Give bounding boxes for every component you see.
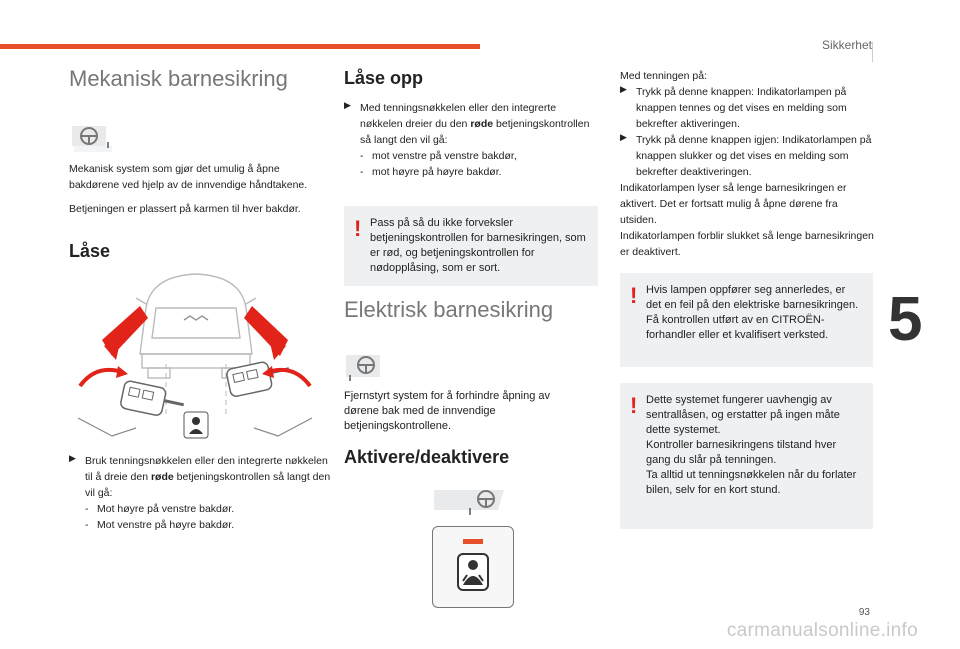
toggle-heading: Aktivere/deaktivere (344, 447, 510, 467)
header-divider (872, 42, 873, 62)
steering-wheel-icon (346, 353, 386, 383)
page-number: 93 (858, 607, 870, 618)
list-item: - mot venstre på venstre bakdør, (360, 148, 594, 164)
lock-list (85, 501, 331, 533)
lamp-off-text: Indikatorlampen forblir slukket så lenge barnesikringen er deaktivert. (620, 230, 874, 258)
mechanical-intro: Mekanisk system som gjør det umulig å åpne bakdørene ved hjelp av de innvendige håndtakene. (69, 163, 308, 191)
steering-wheel-icon (72, 124, 112, 152)
bullet-arrow-icon: ▶ (344, 100, 351, 110)
section-title: Sikkerhet (821, 38, 872, 52)
electric-intro: Fjernstyrt system for å forhindre åpning av dørene bak med de innvendige betjeningskontrollene. (344, 390, 551, 432)
warning-text: Pass på så du ikke forveksler betjeningskontrollen for barnesikringen, som er rød, og betjeningskontrollen for nødopplåsing, som er sort. (370, 217, 586, 274)
bullet-arrow-icon: ▶ (620, 84, 627, 94)
child-lock-illustration (66, 268, 324, 450)
child-lock-icon (457, 553, 489, 591)
unlock-heading: Låse opp (344, 68, 424, 88)
warning-icon: ! (630, 283, 638, 308)
unlock-bullet-bold: røde (470, 118, 494, 130)
chapter-number: 5 (888, 285, 923, 354)
electric-lock-title: Elektrisk barnesikring (344, 297, 554, 322)
accent-bar (0, 44, 480, 49)
lock-heading: Låse (69, 241, 111, 261)
lock-bullet-text: Bruk tenningsnøkkelen eller den integrerte nøkkelen til å dreie den (85, 455, 328, 483)
bullet-arrow-icon: ▶ (620, 132, 627, 142)
lock-bullet-text-end: betjeningskontrollen så langt den vil gå: (85, 471, 331, 499)
warning-text: Hvis lampen oppfører seg annerledes, er det en feil på den elektriske barnesikringen. Få kontrollen utført av en CITROËN-forhandler eller et kvalifisert verksted. (646, 284, 859, 341)
unlock-bullet-text-end: betjeningskontrollen så langt den vil gå: (360, 118, 590, 146)
mechanical-lock-title: Mekanisk barnesikring (69, 66, 288, 91)
list-item: - Mot høyre på venstre bakdør. (85, 501, 331, 517)
steering-wheel-icon (434, 486, 510, 516)
lamp-on-text: Indikatorlampen lyser så lenge barnesikringen er aktivert. Det er fortsatt mulig å åpne dørene fra utsiden. (620, 182, 847, 226)
list-item: - Mot venstre på høyre bakdør. (85, 517, 331, 533)
indicator-lamp (463, 539, 483, 544)
list-item: - mot høyre på høyre bakdør. (360, 164, 594, 180)
mechanical-location: Betjeningen er plassert på karmen til hver bakdør. (69, 203, 301, 215)
ignition-text: Med tenningen på: (620, 70, 707, 82)
lock-bullet-bold: røde (150, 471, 174, 483)
press-on-text: Trykk på denne knappen: Indikatorlampen på knappen tennes og det vises en melding som bekrefter aktiveringen. (636, 86, 847, 130)
press-off-text: Trykk på denne knappen igjen: Indikatorlampen på knappen slukker og det vises en melding som bekrefter deaktiveringen. (636, 134, 872, 178)
warning-icon: ! (630, 393, 638, 418)
warning-icon: ! (354, 216, 362, 241)
warning-box-independent (620, 383, 873, 529)
watermark: carmanualsonline.info (726, 620, 918, 641)
warning-box-confusion (344, 206, 598, 286)
bullet-arrow-icon: ▶ (69, 453, 76, 463)
warning-text: Dette systemet fungerer uavhengig av sentrallåsen, og erstatter på ingen måte dette systemet. Kontroller barnesikringens tilstand hver gang du slår på tenningen. Ta alltid ut tenningsnøkkelen når du forlater bilen, selv for en kort stund. (646, 394, 857, 496)
unlock-list (360, 148, 594, 180)
unlock-bullet-text: Med tenningsnøkkelen eller den integrerte nøkkelen dreier du den (360, 102, 557, 130)
warning-box-fault (620, 273, 873, 367)
child-lock-button[interactable] (432, 526, 514, 608)
